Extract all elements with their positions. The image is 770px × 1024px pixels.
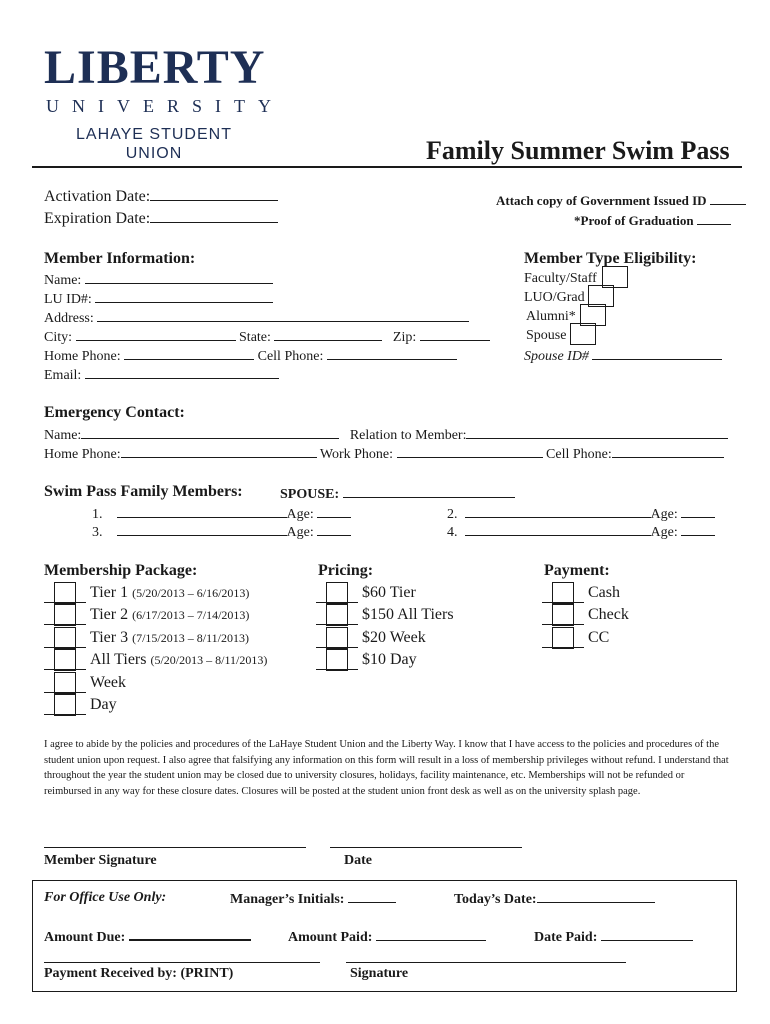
- pricing-option-label: $60 Tier: [362, 584, 416, 601]
- package-option-checkbox[interactable]: [54, 672, 76, 694]
- spouse-checkbox[interactable]: [570, 323, 596, 345]
- family-member-2-number: 2.: [447, 507, 458, 522]
- email-field[interactable]: [44, 366, 279, 384]
- todays-date-label: Today’s Date:: [454, 892, 537, 907]
- attach-id-field[interactable]: [496, 192, 746, 209]
- address-field[interactable]: [44, 309, 469, 327]
- package-heading: Membership Package:: [44, 562, 198, 579]
- family-heading: Swim Pass Family Members:: [44, 483, 243, 500]
- lu-id-label: LU ID#:: [44, 292, 92, 307]
- package-option-label: [90, 606, 249, 624]
- emergency-home-phone-label: Home Phone:: [44, 447, 121, 462]
- payment-option-checkbox[interactable]: [552, 604, 574, 626]
- liberty-logo-university: UNIVERSITY: [46, 96, 284, 116]
- emergency-name-label: Name:: [44, 428, 82, 443]
- office-use-label: For Office Use Only:: [44, 890, 167, 905]
- pricing-option-checkbox[interactable]: [326, 649, 348, 671]
- family-member-1-number: 1.: [92, 507, 103, 522]
- amount-paid-field[interactable]: [288, 928, 486, 946]
- family-member-4-number: 4.: [447, 525, 458, 540]
- family-member-1[interactable]: [92, 505, 351, 523]
- date-line[interactable]: [330, 847, 522, 848]
- address-label: Address:: [44, 311, 94, 326]
- family-member-3-number: 3.: [92, 525, 103, 540]
- pricing-option-label: $10 Day: [362, 651, 417, 669]
- city-state-zip-row[interactable]: [44, 328, 490, 346]
- package-option-label: [90, 629, 249, 647]
- eligibility-heading: Member Type Eligibility:: [524, 250, 697, 267]
- member-name-label: Name:: [44, 273, 82, 288]
- pricing-option-checkbox[interactable]: [326, 582, 348, 604]
- package-dates: (6/17/2013 – 7/14/2013): [132, 608, 250, 623]
- form-title: Family Summer Swim Pass: [426, 136, 730, 165]
- work-phone-label: Work Phone:: [319, 447, 394, 462]
- liberty-logo-wordmark: LIBERTY: [44, 41, 266, 94]
- package-option-checkbox[interactable]: [54, 627, 76, 649]
- amount-due-label: Amount Due:: [44, 930, 126, 945]
- office-signature-line[interactable]: [346, 962, 626, 963]
- package-dates: (5/20/2013 – 6/16/2013): [132, 586, 250, 600]
- activation-date-label: Activation Date:: [44, 188, 151, 205]
- package-name: Day: [90, 696, 117, 713]
- member-signature-line[interactable]: [44, 847, 306, 848]
- zip-label: Zip:: [392, 330, 417, 345]
- age-4-label: Age:: [650, 525, 678, 540]
- package-name: Tier 1: [90, 584, 129, 601]
- pricing-option-checkbox[interactable]: [326, 604, 348, 626]
- package-option-label: [90, 696, 117, 714]
- package-name: Tier 3: [90, 628, 129, 646]
- expiration-date-label: Expiration Date:: [44, 210, 151, 227]
- manager-initials-label: Manager’s Initials:: [230, 892, 345, 907]
- received-by-label: Payment Received by: (PRINT): [44, 966, 234, 981]
- package-name: Tier 2: [90, 606, 129, 624]
- age-3-label: Age:: [286, 525, 314, 540]
- alumni-option: Alumni*: [526, 309, 576, 324]
- package-dates: (5/20/2013 – 8/11/2013): [150, 653, 268, 668]
- manager-initials-field[interactable]: [230, 890, 396, 908]
- spouse-family-field[interactable]: [280, 485, 515, 503]
- package-option-checkbox[interactable]: [54, 582, 76, 604]
- package-option-checkbox[interactable]: [54, 649, 76, 671]
- relation-label: Relation to Member:: [349, 428, 467, 443]
- age-1-label: Age:: [286, 507, 314, 522]
- package-option-label: [90, 651, 267, 669]
- package-option-checkbox[interactable]: [54, 604, 76, 626]
- todays-date-field[interactable]: [454, 890, 655, 908]
- payment-option-label: Cash: [588, 584, 620, 601]
- package-option-label: [90, 584, 249, 602]
- emergency-heading: Emergency Contact:: [44, 404, 185, 421]
- payment-option-checkbox[interactable]: [552, 582, 574, 604]
- payment-option-label: CC: [588, 628, 610, 646]
- date-paid-label: Date Paid:: [534, 930, 598, 945]
- title-rule: [32, 166, 742, 168]
- payment-option-checkbox[interactable]: [552, 627, 574, 649]
- pricing-option-checkbox[interactable]: [326, 627, 348, 649]
- member-phone-row[interactable]: [44, 347, 457, 365]
- member-info-heading: Member Information:: [44, 250, 196, 267]
- pricing-option-label: $20 Week: [362, 628, 426, 646]
- faculty-staff-option: Faculty/Staff: [524, 271, 597, 286]
- amount-paid-label: Amount Paid:: [288, 930, 373, 945]
- emergency-name-row[interactable]: [44, 426, 728, 444]
- payment-heading: Payment:: [544, 562, 610, 579]
- spouse-option: Spouse: [526, 328, 567, 343]
- email-label: Email:: [44, 368, 82, 383]
- state-label: State:: [239, 330, 271, 345]
- package-option-checkbox[interactable]: [54, 694, 76, 716]
- emergency-phone-row[interactable]: [44, 445, 724, 463]
- logo-subtitle-line1: LAHAYE STUDENT: [76, 126, 232, 143]
- package-name: Week: [90, 673, 127, 691]
- pricing-option-label: $150 All Tiers: [362, 606, 454, 624]
- payment-option-label: Check: [588, 606, 629, 624]
- amount-due-field[interactable]: [44, 928, 251, 946]
- office-signature-label: Signature: [350, 966, 409, 981]
- member-name-field[interactable]: [44, 271, 273, 289]
- expiration-date-field[interactable]: [44, 210, 278, 228]
- family-member-3[interactable]: [92, 523, 351, 541]
- activation-date-field[interactable]: [44, 188, 278, 206]
- received-by-line[interactable]: [44, 962, 320, 963]
- spouse-family-label: SPOUSE:: [280, 487, 340, 502]
- emergency-cell-phone-label: Cell Phone:: [546, 447, 612, 462]
- package-option-label: [90, 674, 126, 692]
- home-phone-label: Home Phone:: [44, 349, 121, 364]
- proof-graduation-field[interactable]: [574, 212, 731, 229]
- agreement-text: I agree to abide by the policies and procedures of the LaHaye Student Union and the Liberty Way. I know that I have access to the policies and procedures of the student union upon request. I also agree that falsifying any information on this form will result in a loss of membership privileges without refund. I understand that throughout the year the student union may be closed due to university closures, holidays, facility maintenance, etc. Memberships will not be refunded or reimbursed in any way for these closure dates. Closures will be posted at the student union front desk as well as on the university splash page.: [44, 739, 729, 797]
- date-label: Date: [344, 853, 372, 868]
- lu-id-field[interactable]: [44, 290, 273, 308]
- member-signature-label: Member Signature: [44, 853, 157, 868]
- logo-subtitle-line2: UNION: [125, 145, 183, 162]
- age-2-label: Age:: [650, 507, 678, 522]
- spouse-id-label: Spouse ID#: [524, 349, 589, 364]
- pricing-heading: Pricing:: [318, 562, 374, 579]
- package-dates: (7/15/2013 – 8/11/2013): [132, 630, 249, 645]
- family-member-2[interactable]: [447, 505, 715, 523]
- city-label: City:: [44, 330, 73, 345]
- proof-graduation-label: *Proof of Graduation: [574, 213, 694, 228]
- attach-id-label: Attach copy of Government Issued ID: [496, 193, 707, 208]
- package-name: All Tiers: [90, 651, 147, 669]
- spouse-id-field[interactable]: [524, 347, 722, 365]
- family-member-4[interactable]: [447, 523, 715, 541]
- cell-phone-label: Cell Phone:: [257, 349, 324, 364]
- date-paid-field[interactable]: [534, 928, 693, 946]
- luo-grad-option: LUO/Grad: [524, 290, 585, 305]
